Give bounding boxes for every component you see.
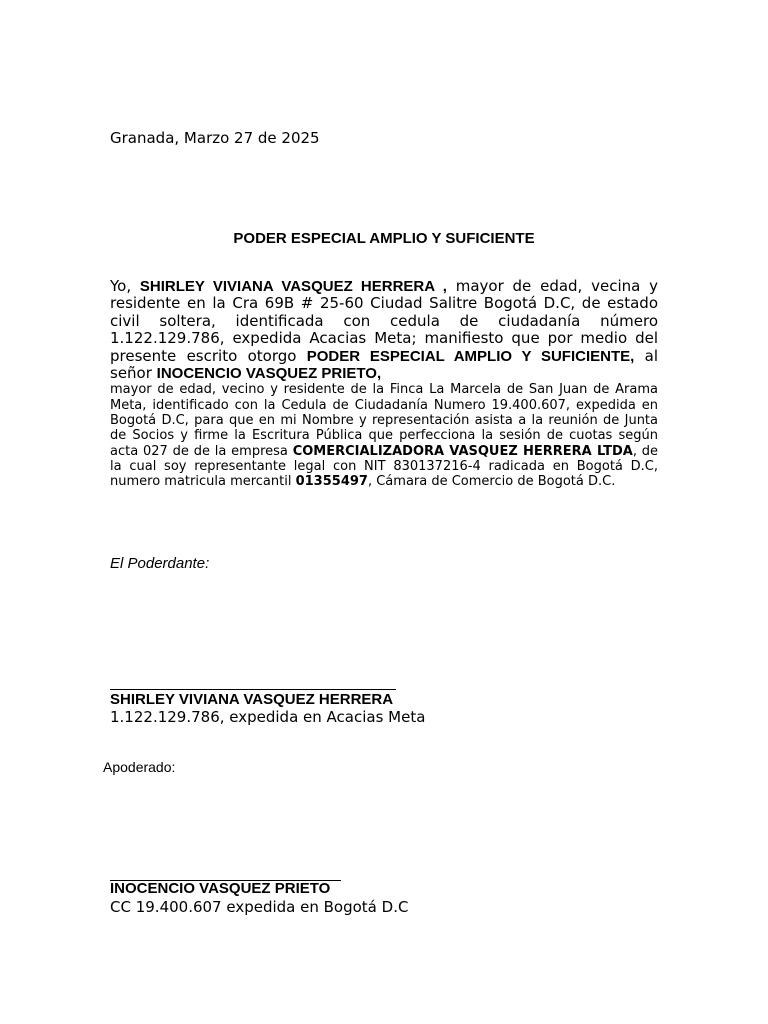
body-paragraph-2 <box>110 382 658 489</box>
attorney-label: Apoderado: <box>103 759 176 775</box>
grantor-signature-id: 1.122.129.786, expedida en Acacias Meta <box>110 708 426 726</box>
registration-number: 01355497 <box>295 474 368 490</box>
grantor-label: El Poderdante: <box>110 555 210 572</box>
attorney-name: INOCENCIO VASQUEZ PRIETO, <box>156 365 382 383</box>
text-intro: Yo, <box>110 277 140 295</box>
company-name: COMERCIALIZADORA VASQUEZ HERRERA LTDA <box>292 443 633 459</box>
document-body <box>110 278 658 490</box>
power-type: PODER ESPECIAL AMPLIO Y SUFICIENTE, <box>306 347 635 365</box>
grantor-name: SHIRLEY VIVIANA VASQUEZ HERRERA , <box>139 278 447 295</box>
attorney-signature-id: CC 19.400.607 expedida en Bogotá D.C <box>110 898 409 916</box>
date-line: Granada, Marzo 27 de 2025 <box>110 129 320 147</box>
text-closing: , Cámara de Comercio de Bogotá D.C. <box>367 474 616 490</box>
signature-line-grantor <box>110 689 396 690</box>
text-to-mister: al señor <box>110 346 658 383</box>
text-grantor-details: mayor de edad, vecina y residente en la Cra 69B # 25-60 Ciudad Salitre Bogotá D.C, de estado civil soltera, identificada con cedula de ciudadanía número 1.122.129.786, expedida Acacias Meta; manifiesto que por medio del presente escrito otorgo <box>110 277 659 365</box>
document-title: PODER ESPECIAL AMPLIO Y SUFICIENTE <box>233 230 535 247</box>
body-paragraph-1 <box>110 278 658 382</box>
text-attorney-details: mayor de edad, vecino y residente de la Finca La Marcela de San Juan de Arama Meta, identificado con la Cedula de Ciudadanía Numero 19.400.607, expedida en Bogotá D.C, para que en mi Nombre y representación asista a la reunión de Junta de Socios y firme la Escritura Pública que perfecciona la sesión de cuotas según acta 027 de de la empresa <box>110 382 658 459</box>
attorney-signature-name: INOCENCIO VASQUEZ PRIETO <box>110 880 331 897</box>
grantor-signature-name: SHIRLEY VIVIANA VASQUEZ HERRERA <box>110 691 394 708</box>
text-company-details: , de la cual soy representante legal con NIT 830137216-4 radicada en Bogotá D.C, numero matricula mercantil <box>110 443 659 490</box>
